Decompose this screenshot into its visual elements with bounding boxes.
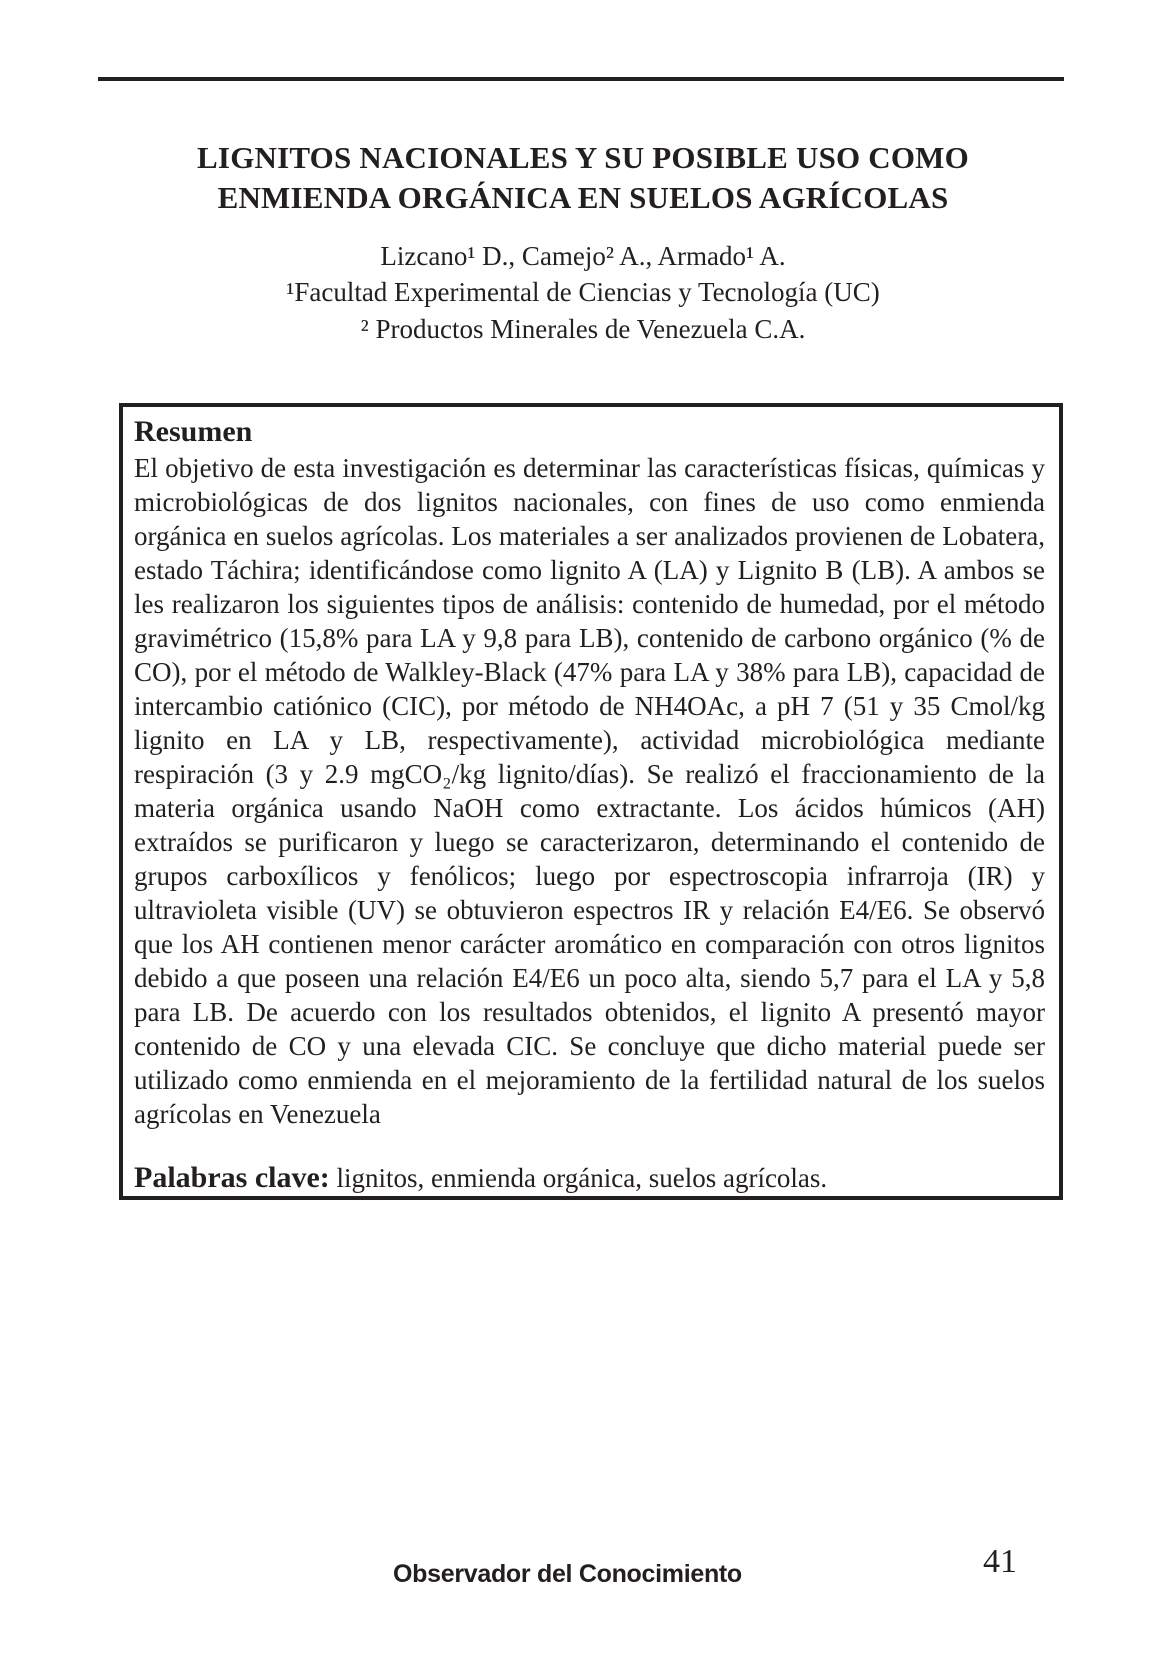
footer-page-number: 41 [983, 1543, 1017, 1580]
footer-journal-name: Observador del Conocimiento [393, 1560, 742, 1588]
affiliation-1: ¹Facultad Experimental de Ciencias y Tecnología (UC) [286, 277, 880, 307]
authors-line: Lizcano¹ D., Camejo² A., Armado¹ A. [380, 241, 786, 271]
abstract-box [119, 403, 1063, 1200]
byline-block [0, 238, 1166, 348]
keywords-text: lignitos, enmienda orgánica, suelos agrícolas. [329, 1163, 828, 1193]
abstract-heading: Resumen [134, 415, 253, 448]
article-title-line2: ENMIENDA ORGÁNICA EN SUELOS AGRÍCOLAS [217, 180, 949, 215]
article-title [0, 138, 1166, 218]
affiliation-2: ² Productos Minerales de Venezuela C.A. [360, 314, 806, 344]
abstract-body: El objetivo de esta investigación es determinar las características físicas, químicas y microbiológicas de dos lignitos nacionales, con fines de uso como enmienda orgánica en suelos agrícolas. Los materiales a ser analizados provienen de Lobatera, estado Táchira; identificándose como lignito A (LA) y Lignito B (LB). A ambos se les realizaron los siguientes tipos de análisis: contenido de humedad, por el método gravimétrico (15,8% para LA y 9,8 para LB), contenido de carbono orgánico (% de CO), por el método de Walkley-Black (47% para LA y 38% para LB), capacidad de intercambio catiónico (CIC), por método de NH4OAc, a pH 7 (51 y 35 Cmol/kg lignito en LA y LB, respectivamente), actividad microbiológica mediante respiración (3 y 2.9 mgCO₂/kg lignito/días). Se realizó el fraccionamiento de la materia orgánica usando NaOH como extractante. Los ácidos húmicos (AH) extraídos se purificaron y luego se caracterizaron, determinando el contenido de grupos carboxílicos y fenólicos; luego por espectroscopia infrarroja (IR) y ultravioleta visible (UV) se obtuvieron espectros IR y relación E4/E6. Se observó que los AH contienen menor carácter aromático en comparación con otros lignitos debido a que poseen una relación E4/E6 un poco alta, siendo 5,7 para el LA y 5,8 para LB. De acuerdo con los resultados obtenidos, el lignito A presentó mayor contenido de CO y una elevada CIC. Se concluye que dicho material puede ser utilizado como enmienda en el mejoramiento de la fertilidad natural de los suelos agrícolas en Venezuela [134, 453, 1045, 1129]
keywords-label: Palabras clave: [134, 1161, 330, 1194]
top-horizontal-rule [98, 77, 1064, 81]
article-title-line1: LIGNITOS NACIONALES Y SU POSIBLE USO COMO [197, 140, 969, 175]
keywords-line [134, 1159, 1045, 1197]
